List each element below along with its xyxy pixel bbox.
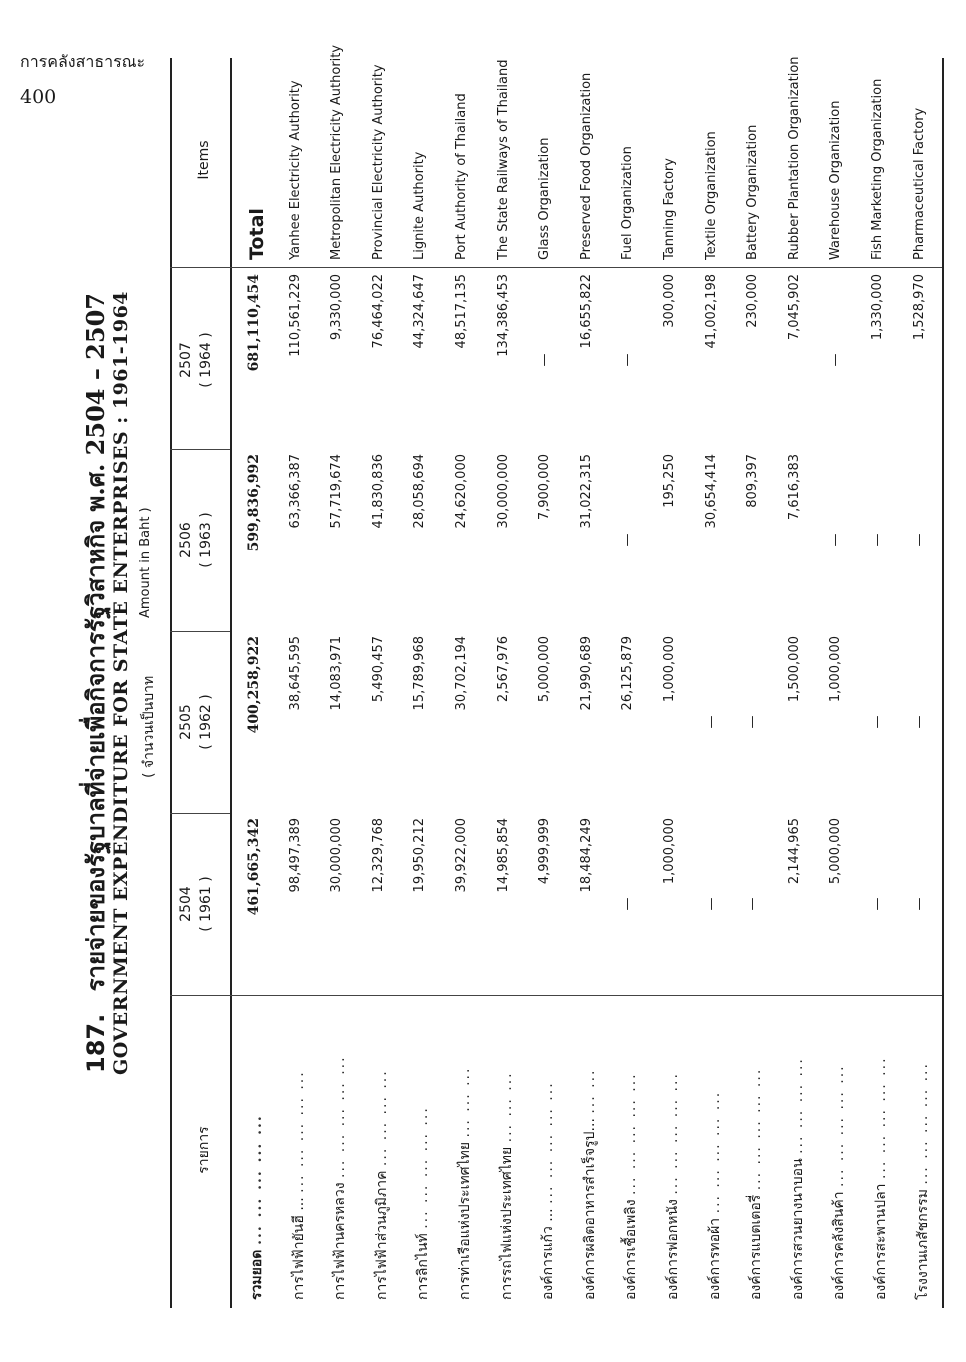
amount-cell: 30,000,000	[495, 454, 511, 529]
table-row	[484, 58, 529, 1308]
table-row	[650, 58, 695, 1308]
amount-cell: 5,000,000	[537, 636, 553, 703]
amount-cell: 98,497,389	[287, 818, 303, 893]
year-ce: ( 1962 )	[198, 694, 214, 750]
unit-note-english: Amount in Baht )	[138, 507, 153, 618]
amount-cell: 14,083,971	[329, 636, 345, 711]
amount-cell: —	[911, 897, 927, 911]
amount-cell: 7,045,902	[786, 274, 802, 341]
item-label: รวมยอด	[249, 1249, 265, 1300]
table-row	[567, 58, 612, 1308]
amount-cell: 28,058,694	[412, 454, 428, 529]
item-name-english: Lignite Authority	[412, 151, 428, 260]
leader-dots: ... ... ... ... ...	[914, 1062, 931, 1185]
amount-cell: 39,922,000	[454, 818, 469, 893]
amount-cell: 48,517,135	[454, 274, 469, 349]
amount-cell: 230,000	[745, 274, 761, 328]
item-name-english: Pharmaceutical Factory	[911, 107, 927, 260]
year-be: 2507	[178, 342, 194, 378]
amount-cell: 30,702,194	[454, 636, 469, 711]
leader-dots: ... ... ... ...	[373, 1069, 390, 1167]
item-name-english: Tanning Factory	[662, 158, 677, 260]
year-ce: ( 1963 )	[198, 512, 214, 568]
amount-cell: —	[911, 533, 927, 547]
table-row	[692, 58, 737, 1308]
amount-cell: —	[828, 533, 844, 547]
amount-cell: 4,999,999	[537, 818, 553, 885]
year-be: 2504	[178, 886, 194, 922]
item-name-thai	[912, 1000, 934, 1300]
year-ce: ( 1964 )	[198, 332, 214, 388]
amount-cell: 7,900,000	[537, 454, 553, 521]
amount-cell: 18,484,249	[578, 818, 594, 893]
amount-cell: —	[870, 897, 885, 911]
amount-cell: 461,665,342	[246, 818, 262, 916]
item-name-english: Warehouse Organization	[828, 100, 844, 260]
amount-cell: 134,386,453	[495, 274, 511, 357]
amount-cell: 15,789,968	[412, 636, 428, 711]
amount-cell: 31,022,315	[578, 454, 594, 529]
title-thai-text: รายจ่ายของรัฐบาลที่จ่ายเพื่อกิจการรัฐวิสาหกิจ พ.ศ. 2504 – 2507	[81, 293, 110, 992]
item-label: องค์การฟอกหนัง	[665, 1199, 681, 1300]
item-label: การไฟฟ้าส่วนภูมิภาค	[373, 1170, 390, 1300]
item-name-thai	[288, 1000, 310, 1300]
col-header-items-thai: รายการ	[196, 1126, 212, 1174]
amount-cell: 110,561,229	[287, 274, 303, 357]
item-label: องค์การแก้ว ...	[540, 1208, 557, 1300]
column-divider	[170, 631, 230, 632]
amount-cell: —	[620, 533, 636, 547]
amount-cell: 30,654,414	[703, 454, 719, 529]
amount-cell: —	[870, 533, 885, 547]
item-name-thai	[620, 1000, 642, 1300]
item-name-english: Yanhee Electricity Authority	[287, 80, 303, 260]
amount-cell: 1,500,000	[786, 636, 802, 703]
table-row	[858, 58, 903, 1308]
item-name-thai	[454, 1000, 476, 1300]
year-ce: ( 1961 )	[198, 876, 214, 932]
item-label: การท่าเรือแห่งประเทศไทย	[457, 1141, 473, 1300]
leader-dots: ... ... ...	[498, 1071, 515, 1143]
leader-dots: ... ... ... ... ...	[540, 1081, 557, 1204]
item-name-english: Textile Organization	[703, 131, 719, 260]
table-row	[816, 58, 861, 1308]
col-header-year	[176, 454, 216, 626]
item-name-english: The State Railways of Thailand	[495, 59, 511, 260]
amount-cell: —	[620, 353, 636, 367]
amount-cell: —	[537, 353, 553, 367]
item-name-thai	[787, 1000, 809, 1300]
leader-dots: ... ... ... ... ...	[415, 1106, 432, 1229]
amount-cell: 1,000,000	[662, 818, 677, 885]
amount-cell: —	[620, 897, 636, 911]
running-header: การคลังสาธารณะ	[20, 52, 146, 71]
amount-cell: 38,645,595	[287, 636, 303, 711]
amount-cell: 300,000	[662, 274, 677, 328]
col-header-year	[176, 274, 216, 446]
table-row	[400, 58, 445, 1308]
leader-dots: ... ... ... ... ...	[623, 1072, 640, 1195]
amount-cell: 16,655,822	[578, 274, 594, 349]
item-name-english: Battery Organization	[745, 124, 761, 260]
col-header-year	[176, 818, 216, 990]
amount-cell: 12,329,768	[370, 818, 386, 893]
item-label: องค์การผลิตอาหารสำเร็จรูป...	[581, 1118, 598, 1300]
amount-cell: 2,144,965	[786, 818, 802, 885]
amount-cell: 19,950,212	[412, 818, 428, 893]
item-name-english: Glass Organization	[537, 137, 553, 260]
item-name-english: Preserved Food Organization	[578, 72, 594, 260]
item-label: การรถไฟแห่งประเทศไทย	[498, 1146, 515, 1300]
item-name-thai	[745, 1000, 767, 1300]
amount-cell: —	[745, 715, 761, 729]
item-name-thai	[329, 1000, 351, 1300]
item-name-english: Rubber Plantation Organization	[786, 56, 802, 260]
amount-cell: 195,250	[662, 454, 677, 508]
leader-dots: ... ... ... ... ...	[290, 1070, 307, 1193]
unit-note-thai: ( จำนวนเป็นบาท	[141, 675, 157, 778]
amount-cell: —	[870, 715, 885, 729]
col-header-items-english: Items	[196, 140, 212, 180]
item-name-thai	[579, 1000, 601, 1300]
item-name-thai	[870, 1000, 892, 1300]
leader-dots: ... ... ... ...	[789, 1057, 806, 1154]
item-name-english: Fish Marketing Organization	[870, 78, 885, 260]
amount-cell: —	[703, 715, 719, 729]
col-header-year	[176, 636, 216, 808]
item-label: การไฟฟ้ายันฮี ...	[290, 1197, 307, 1300]
amount-cell: 599,836,992	[246, 454, 262, 552]
leader-dots: ... ... ... ... ...	[831, 1064, 848, 1187]
amount-cell: —	[703, 897, 719, 911]
item-name-english: Fuel Organization	[620, 146, 636, 260]
amount-cell: 14,985,854	[495, 818, 511, 893]
leader-dots: ... ... ... ... ...	[249, 1114, 265, 1245]
amount-cell: 809,397	[745, 454, 761, 508]
leader-dots: ... ... ... ... ...	[706, 1090, 723, 1214]
table-row	[359, 58, 404, 1308]
amount-cell: 26,125,879	[620, 636, 636, 711]
amount-cell: 76,464,022	[370, 274, 386, 349]
amount-cell: 7,616,383	[786, 454, 802, 521]
header-rule	[230, 58, 232, 1308]
amount-cell: 1,528,970	[911, 274, 927, 341]
leader-dots: ... ...	[581, 1068, 598, 1114]
amount-cell: 44,324,647	[412, 274, 428, 349]
item-name-english: Provincial Electricity Authority	[370, 64, 386, 260]
amount-cell: 1,330,000	[870, 274, 885, 341]
amount-cell: 1,000,000	[662, 636, 677, 703]
table-row	[733, 58, 778, 1308]
amount-cell: 21,990,689	[578, 636, 594, 711]
item-name-thai	[412, 1000, 434, 1300]
amount-cell: 24,620,000	[454, 454, 469, 529]
amount-cell: 63,366,387	[287, 454, 303, 529]
table-row	[276, 58, 321, 1308]
amount-cell: 9,330,000	[329, 274, 345, 341]
item-label: โรงงานเภสัชกรรม	[914, 1189, 931, 1300]
page-number: 400	[20, 86, 57, 108]
amount-cell: —	[745, 897, 761, 911]
item-label: องค์การเชื้อเพลิง	[623, 1199, 640, 1300]
item-name-thai	[662, 1000, 684, 1300]
leader-dots: ... ... ... ... ...	[748, 1067, 765, 1191]
leader-dots: ... ... ... ... ...	[873, 1056, 889, 1180]
item-label: การลิกไนท์	[415, 1233, 432, 1300]
column-divider	[170, 813, 230, 814]
item-name-english: Metropolitan Electricity Authority	[329, 44, 345, 260]
item-label: องค์การทอผ้า	[706, 1217, 723, 1300]
column-divider	[170, 449, 230, 450]
table-row	[900, 58, 945, 1308]
item-name-thai	[246, 1000, 268, 1300]
amount-cell: 57,719,674	[329, 454, 345, 529]
table-row	[608, 58, 653, 1308]
item-label: องค์การคลังสินค้า	[831, 1191, 848, 1300]
leader-dots: ... ... ...	[457, 1066, 473, 1138]
year-be: 2506	[178, 522, 194, 558]
table-row	[525, 58, 570, 1308]
amount-cell: 30,000,000	[329, 818, 345, 893]
item-label: องค์การสวนยางนาบอน	[789, 1158, 806, 1300]
table-title-english: GOVERNMENT EXPENDITURE FOR STATE ENTERPRISES : 1961-1964	[110, 290, 132, 1076]
table-row	[317, 44, 362, 1308]
leader-dots: ... ... ... ... ...	[665, 1072, 681, 1195]
item-name-english: Total	[246, 208, 268, 260]
amount-cell: 681,110,454	[246, 274, 262, 372]
table-row	[775, 58, 820, 1308]
amount-cell: 5,000,000	[828, 818, 844, 885]
item-name-thai	[371, 1000, 393, 1300]
item-label: องค์การแบตเตอรี่	[748, 1194, 765, 1300]
year-be: 2505	[178, 704, 194, 740]
amount-cell: 41,002,198	[703, 274, 719, 349]
amount-cell: 5,490,457	[370, 636, 386, 703]
amount-cell: 400,258,922	[246, 636, 262, 734]
item-label: องค์การสะพานปลา	[873, 1183, 889, 1300]
table-top-rule	[170, 58, 172, 1308]
item-name-thai	[704, 1000, 726, 1300]
table-row	[442, 58, 487, 1308]
amount-cell: 41,830,836	[370, 454, 386, 529]
amount-cell: —	[911, 715, 927, 729]
item-name-thai	[537, 1000, 559, 1300]
item-name-thai	[496, 1000, 518, 1300]
total-row	[234, 58, 279, 1308]
amount-cell: —	[828, 353, 844, 367]
leader-dots: ... ... ... ... ...	[332, 1055, 349, 1178]
item-name-thai	[828, 1000, 850, 1300]
item-label: การไฟฟ้านครหลวง	[332, 1182, 349, 1300]
amount-cell: 1,000,000	[828, 636, 844, 703]
table-number: 187.	[82, 1013, 110, 1073]
amount-cell: 2,567,976	[495, 636, 511, 703]
item-name-english: Port Authority of Thailand	[454, 93, 469, 260]
